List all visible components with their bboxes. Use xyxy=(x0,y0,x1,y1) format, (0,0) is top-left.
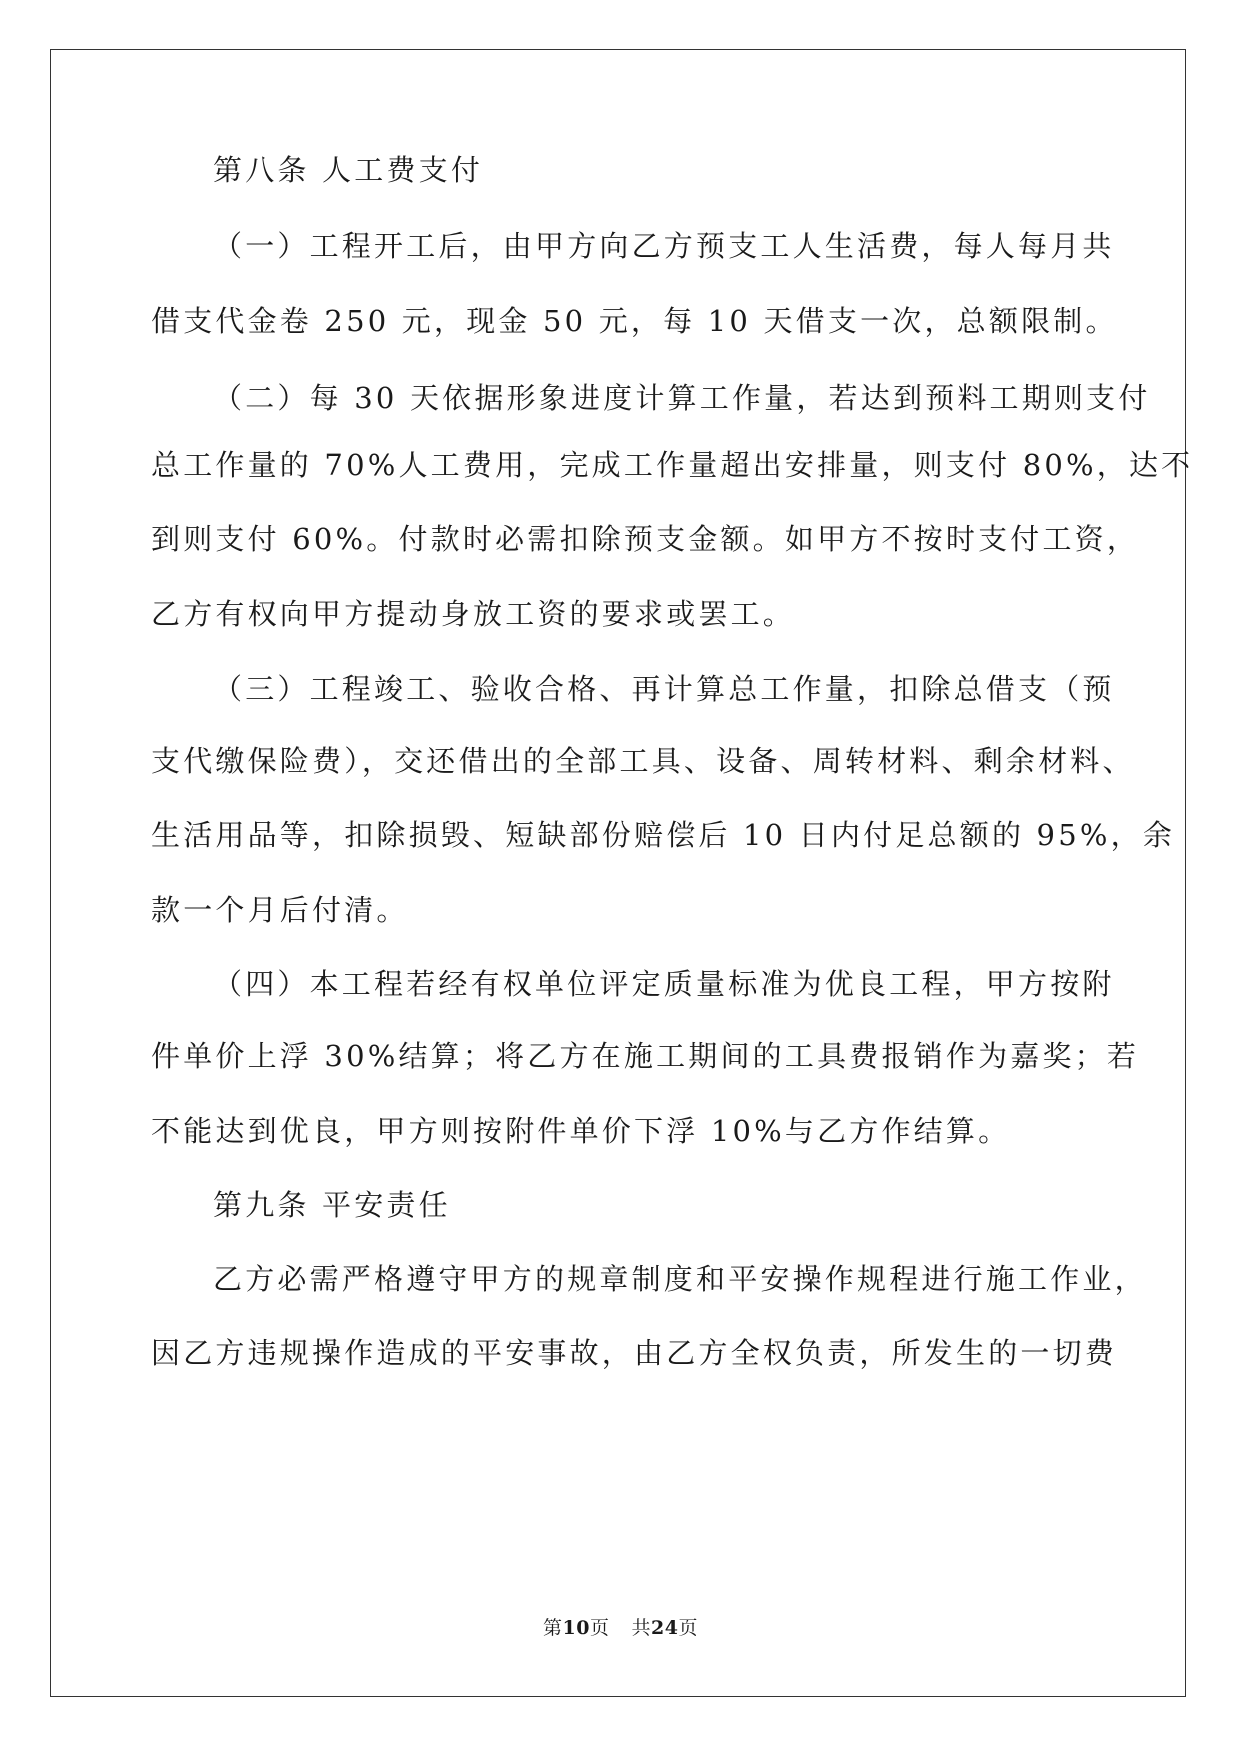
paragraph-line: 借支代金卷 250 元，现金 50 元，每 10 天借支一次，总额限制。 xyxy=(151,304,1118,338)
total-prefix: 共 xyxy=(631,1617,652,1639)
paragraph-line: 件单价上浮 30%结算；将乙方在施工期间的工具费报销作为嘉奖；若 xyxy=(151,1039,1140,1073)
paragraph-line: 乙方必需严格遵守甲方的规章制度和平安操作规程进行施工作业， xyxy=(213,1262,1147,1296)
paragraph-line: 乙方有权向甲方提动身放工资的要求或罢工。 xyxy=(151,597,796,631)
article-heading-9: 第九条 平安责任 xyxy=(213,1188,451,1222)
paragraph-line: （三）工程竣工、验收合格、再计算总工作量，扣除总借支（预 xyxy=(213,672,1115,706)
total-suffix: 页 xyxy=(678,1617,698,1639)
paragraph-line: 生活用品等，扣除损毁、短缺部份赔偿后 10 日内付足总额的 95%，余 xyxy=(151,818,1176,852)
page-total: 24 xyxy=(651,1617,679,1639)
page-suffix: 页 xyxy=(589,1617,610,1639)
paragraph-line: 支代缴保险费），交还借出的全部工具、设备、周转材料、剩余材料、 xyxy=(151,744,1135,778)
paragraph-line: （四）本工程若经有权单位评定质量标准为优良工程，甲方按附 xyxy=(213,967,1115,1001)
paragraph-line: 到则支付 60%。付款时必需扣除预支金额。如甲方不按时支付工资， xyxy=(151,522,1140,556)
paragraph-line: （二）每 30 天依据形象进度计算工作量，若达到预料工期则支付 xyxy=(213,381,1151,415)
paragraph-line: 因乙方违规操作造成的平安事故，由乙方全权负责，所发生的一切费 xyxy=(151,1336,1118,1370)
page-number: 10 xyxy=(562,1617,590,1639)
page-prefix: 第 xyxy=(543,1617,563,1639)
paragraph-line: 款一个月后付清。 xyxy=(151,893,409,927)
page-footer xyxy=(0,1616,1241,1640)
paragraph-line: （一）工程开工后，由甲方向乙方预支工人生活费，每人每月共 xyxy=(213,229,1115,263)
paragraph-line: 不能达到优良，甲方则按附件单价下浮 10%与乙方作结算。 xyxy=(151,1114,1011,1148)
article-heading-8: 第八条 人工费支付 xyxy=(213,153,484,187)
page-border xyxy=(50,49,1186,1697)
paragraph-line: 总工作量的 70%人工费用，完成工作量超出安排量，则支付 80%，达不 xyxy=(151,448,1194,482)
